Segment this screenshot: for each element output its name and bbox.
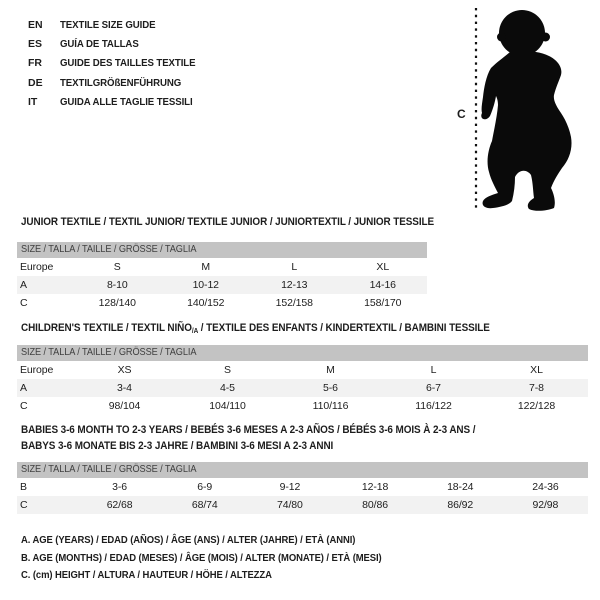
- size-cell: 24-36: [532, 481, 559, 493]
- table-row: [17, 258, 427, 276]
- junior-size-table: [17, 242, 427, 312]
- table-row: [17, 361, 588, 379]
- size-cell: 6-9: [197, 481, 213, 493]
- size-cell: M: [201, 261, 211, 273]
- size-cell: S: [113, 261, 121, 273]
- language-row-fr: [28, 54, 207, 73]
- nino-a-subscript: /A: [191, 328, 199, 335]
- baby-silhouette-figure: [455, 0, 600, 215]
- row-label: C: [20, 499, 28, 511]
- children-table-title: CHILDREN'S TEXTILE / TEXTIL NIÑO/A / TEXTILE DES ENFANTS / KINDERTEXTIL / BAMBINI TESSILE: [21, 322, 490, 335]
- language-code: ES: [28, 38, 43, 51]
- size-cell: 62/68: [106, 499, 133, 511]
- language-title: GUÍA DE TALLAS: [60, 38, 139, 51]
- language-row-es: [28, 34, 207, 53]
- size-cell: 8-10: [106, 279, 128, 291]
- size-header-bar: SIZE / TALLA / TAILLE / GRÖSSE / TAGLIA: [17, 345, 588, 361]
- row-label: Europe: [20, 261, 54, 273]
- children-size-table: [17, 345, 588, 415]
- note-age-months: B. AGE (MONTHS) / EDAD (MESES) / ÂGE (MOIS) / ALTER (MONATE) / ETÀ (MESI): [21, 553, 382, 564]
- language-row-it: [28, 93, 207, 112]
- size-cell: 92/98: [532, 499, 559, 511]
- table-row: [17, 478, 588, 496]
- language-row-en: [28, 15, 207, 34]
- note-age-years: A. AGE (YEARS) / EDAD (AÑOS) / ÂGE (ANS) / ALTER (JAHRE) / ETÀ (ANNI): [21, 535, 356, 546]
- row-label: A: [20, 382, 27, 394]
- language-title: GUIDA ALLE TAGLIE TESSILI: [60, 96, 193, 109]
- language-title: TEXTILE SIZE GUIDE: [60, 18, 156, 31]
- size-cell: 3-6: [112, 481, 128, 493]
- language-code: EN: [28, 18, 43, 31]
- size-cell: 116/122: [415, 400, 452, 412]
- language-title: TEXTILGRÖßENFÜHRUNG: [60, 76, 182, 89]
- size-cell: 122/128: [517, 400, 556, 412]
- language-code: FR: [28, 57, 42, 70]
- table-row: [17, 397, 588, 415]
- size-cell: 4-5: [220, 382, 235, 394]
- baby-silhouette: [481, 10, 571, 211]
- babies-table-title-line2: BABYS 3-6 MONATE BIS 2-3 JAHRE / BAMBINI 3-6 MESI A 2-3 ANNI: [21, 440, 334, 452]
- note-height-cm: C. (cm) HEIGHT / ALTURA / HAUTEUR / HÖHE / ALTEZZA: [21, 570, 272, 581]
- size-cell: 10-12: [192, 279, 219, 291]
- size-cell: XS: [117, 364, 132, 376]
- size-cell: 110/116: [312, 400, 349, 412]
- row-label: Europe: [20, 364, 54, 376]
- size-cell: 74/80: [277, 499, 303, 511]
- language-code: IT: [28, 96, 38, 109]
- size-cell: L: [430, 364, 437, 376]
- size-cell: 80/86: [362, 499, 388, 511]
- size-cell: XL: [376, 261, 390, 273]
- language-code: DE: [28, 76, 43, 89]
- table-row: [17, 496, 588, 514]
- babies-size-table: [17, 462, 588, 514]
- size-cell: 14-16: [369, 279, 396, 291]
- row-label: B: [20, 481, 27, 493]
- language-list: [28, 15, 207, 112]
- size-cell: M: [326, 364, 335, 376]
- table-row: [17, 379, 588, 397]
- height-measure-label: C: [457, 107, 466, 121]
- babies-table-title-line1: BABIES 3-6 MONTH TO 2-3 YEARS / BEBÉS 3-6 MESES A 2-3 AÑOS / BÉBÉS 3-6 MOIS À 2-3 ANS /: [21, 424, 476, 436]
- language-row-de: [28, 73, 207, 92]
- size-cell: 6-7: [426, 382, 441, 394]
- size-cell: 152/158: [275, 297, 313, 309]
- size-cell: 12-18: [361, 481, 389, 493]
- row-label: C: [20, 400, 28, 412]
- language-title: GUIDE DES TAILLES TEXTILE: [60, 57, 196, 70]
- size-cell: 128/140: [98, 297, 136, 309]
- size-cell: 7-8: [529, 382, 544, 394]
- size-header-bar: SIZE / TALLA / TAILLE / GRÖSSE / TAGLIA: [17, 242, 427, 258]
- size-cell: 9-12: [279, 481, 301, 493]
- size-cell: 104/110: [209, 400, 246, 412]
- size-header-bar: SIZE / TALLA / TAILLE / GRÖSSE / TAGLIA: [17, 462, 588, 478]
- size-cell: 5-6: [323, 382, 338, 394]
- size-cell: 86/92: [447, 499, 474, 511]
- size-cell: 18-24: [447, 481, 474, 493]
- size-cell: 12-13: [281, 279, 308, 291]
- row-label: C: [20, 297, 28, 309]
- size-cell: 98/104: [108, 400, 141, 412]
- table-row: [17, 294, 427, 312]
- size-cell: 158/170: [364, 297, 402, 309]
- size-cell: 68/74: [191, 499, 218, 511]
- size-cell: L: [291, 261, 298, 273]
- junior-table-title: JUNIOR TEXTILE / TEXTIL JUNIOR/ TEXTILE JUNIOR / JUNIORTEXTIL / JUNIOR TESSILE: [21, 216, 435, 228]
- size-cell: S: [224, 364, 231, 376]
- size-cell: 3-4: [117, 382, 132, 394]
- row-label: A: [20, 279, 27, 291]
- table-row: [17, 276, 427, 294]
- size-cell: XL: [530, 364, 543, 376]
- size-cell: 140/152: [187, 297, 225, 309]
